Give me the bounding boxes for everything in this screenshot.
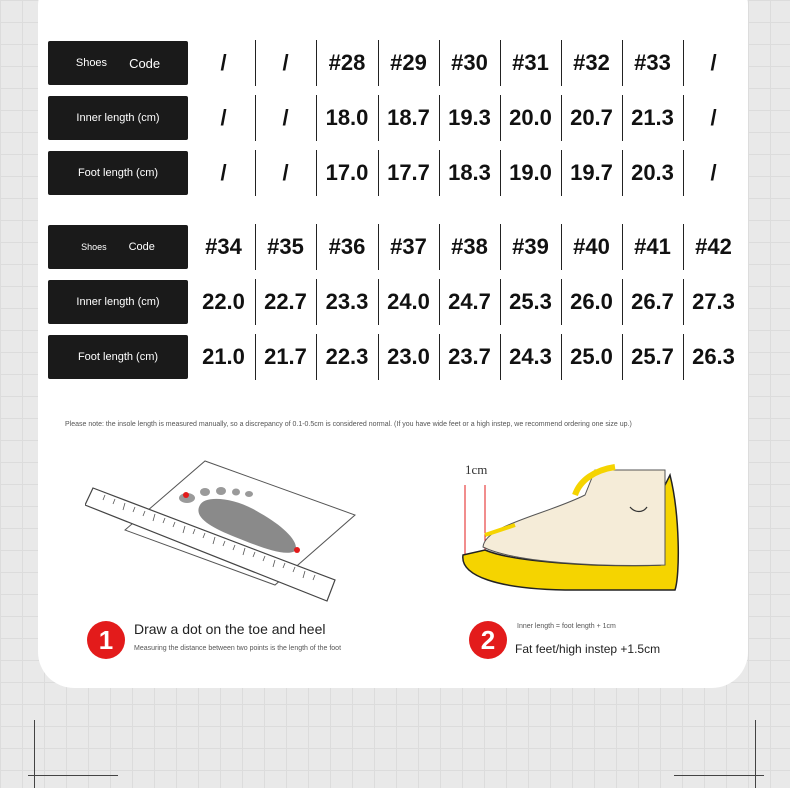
column-divider bbox=[622, 279, 623, 325]
column-divider bbox=[439, 224, 440, 270]
foot-length-cell: 18.3 bbox=[448, 160, 491, 185]
label-code: Code bbox=[128, 241, 155, 253]
row-label bbox=[48, 225, 188, 269]
column-divider bbox=[439, 279, 440, 325]
label-shoes: Shoes bbox=[81, 242, 107, 252]
inner-length-cell: 21.3 bbox=[631, 105, 674, 130]
column-divider bbox=[439, 95, 440, 141]
shoe-code-cell: #35 bbox=[267, 234, 304, 259]
one-cm-label: 1cm bbox=[465, 462, 488, 477]
column-divider bbox=[378, 150, 379, 196]
column-divider bbox=[316, 95, 317, 141]
shoe-code-cell: #40 bbox=[573, 234, 610, 259]
corner-line bbox=[28, 775, 118, 776]
shoe-code-cell: #28 bbox=[328, 50, 366, 75]
inner-length-cell: 25.3 bbox=[509, 289, 552, 314]
column-divider bbox=[683, 334, 684, 380]
corner-line bbox=[674, 775, 764, 776]
foot-length-cell: 24.3 bbox=[509, 344, 552, 369]
column-divider bbox=[316, 150, 317, 196]
column-divider bbox=[439, 334, 440, 380]
column-divider bbox=[500, 279, 501, 325]
row-label: Inner length (cm) bbox=[48, 96, 188, 140]
inner-length-cell: 22.7 bbox=[264, 289, 307, 314]
step-2-caption: Inner length = foot length + 1cm bbox=[517, 623, 616, 630]
inner-length-cell: 20.0 bbox=[509, 105, 552, 130]
shoe-code-cell: #34 bbox=[205, 234, 242, 259]
foot-length-cell: / bbox=[282, 160, 289, 185]
column-divider bbox=[683, 40, 684, 86]
column-divider bbox=[378, 224, 379, 270]
foot-length-cell: 22.3 bbox=[325, 344, 369, 369]
column-divider bbox=[561, 40, 562, 86]
column-divider bbox=[378, 334, 379, 380]
column-divider bbox=[255, 224, 256, 270]
foot-length-cell: 19.0 bbox=[509, 160, 552, 185]
inner-length-cell: 24.0 bbox=[387, 289, 430, 314]
step-1-badge: 1 bbox=[87, 621, 125, 659]
inner-length-cell: 26.0 bbox=[570, 289, 613, 314]
column-divider bbox=[561, 150, 562, 196]
shoe-code-cell: #37 bbox=[390, 234, 427, 259]
foot-length-cell: 17.7 bbox=[387, 160, 430, 185]
column-divider bbox=[378, 279, 379, 325]
column-divider bbox=[316, 279, 317, 325]
column-divider bbox=[622, 40, 623, 86]
row-label: Foot length (cm) bbox=[48, 335, 188, 379]
column-divider bbox=[316, 334, 317, 380]
column-divider bbox=[255, 279, 256, 325]
step-2-title: Fat feet/high instep +1.5cm bbox=[515, 642, 661, 656]
row-label: Inner length (cm) bbox=[48, 280, 188, 324]
foot-ruler-illustration bbox=[85, 455, 365, 610]
foot-length-cell: 26.3 bbox=[692, 344, 735, 369]
step-2-badge: 2 bbox=[469, 621, 507, 659]
step-1-subtitle: Measuring the distance between two points is the length of the foot bbox=[134, 645, 342, 652]
inner-length-cell: / bbox=[220, 105, 227, 130]
column-divider bbox=[622, 95, 623, 141]
column-divider bbox=[683, 150, 684, 196]
label-shoes: Shoes bbox=[75, 57, 108, 69]
column-divider bbox=[500, 95, 501, 141]
column-divider bbox=[255, 95, 256, 141]
shoe-code-cell: #42 bbox=[695, 234, 732, 259]
column-divider bbox=[255, 40, 256, 86]
column-divider bbox=[255, 334, 256, 380]
shoe-code-cell: #38 bbox=[451, 234, 488, 259]
column-divider bbox=[683, 95, 684, 141]
column-divider bbox=[622, 334, 623, 380]
column-divider bbox=[255, 150, 256, 196]
shoe-code-cell: #41 bbox=[634, 234, 671, 259]
shoe-code-cell: #36 bbox=[328, 234, 366, 259]
foot-length-cell: 25.0 bbox=[570, 344, 613, 369]
column-divider bbox=[500, 40, 501, 86]
row-label: Foot length (cm) bbox=[48, 151, 188, 195]
foot-length-cell: 23.0 bbox=[387, 344, 430, 369]
row-label bbox=[48, 41, 188, 85]
foot-length-cell: 21.7 bbox=[264, 344, 307, 369]
inner-length-cell: / bbox=[282, 105, 289, 130]
shoe-code-cell: #29 bbox=[390, 50, 427, 75]
shoe-code-cell: / bbox=[220, 50, 227, 75]
inner-length-cell: 24.7 bbox=[448, 289, 491, 314]
column-divider bbox=[622, 150, 623, 196]
column-divider bbox=[500, 150, 501, 196]
inner-length-cell: 18.0 bbox=[325, 105, 369, 130]
foot-length-cell: 25.7 bbox=[631, 344, 674, 369]
corner-line bbox=[34, 720, 35, 788]
inner-length-cell: 22.0 bbox=[202, 289, 245, 314]
label-code: Code bbox=[129, 55, 161, 71]
column-divider bbox=[683, 279, 684, 325]
inner-length-cell: 23.3 bbox=[325, 289, 369, 314]
column-divider bbox=[439, 40, 440, 86]
column-divider bbox=[500, 224, 501, 270]
inner-length-cell: 26.7 bbox=[631, 289, 674, 314]
column-divider bbox=[439, 150, 440, 196]
inner-length-cell: / bbox=[710, 105, 717, 130]
foot-length-cell: / bbox=[710, 160, 717, 185]
column-divider bbox=[500, 334, 501, 380]
column-divider bbox=[316, 224, 317, 270]
shoe-code-cell: #33 bbox=[634, 50, 671, 75]
column-divider bbox=[378, 40, 379, 86]
column-divider bbox=[561, 95, 562, 141]
column-divider bbox=[622, 224, 623, 270]
column-divider bbox=[378, 95, 379, 141]
foot-length-cell: 17.0 bbox=[325, 160, 369, 185]
foot-in-shoe-illustration bbox=[455, 455, 695, 605]
measurement-note: Please note: the insole length is measured manually, so a discrepancy of 0.1-0.5cm is considered normal. (If you have wide feet or a high instep, we recommend ordering one size up.) bbox=[65, 421, 632, 428]
column-divider bbox=[683, 224, 684, 270]
column-divider bbox=[561, 279, 562, 325]
foot-length-cell: 23.7 bbox=[448, 344, 491, 369]
shoe-code-cell: #32 bbox=[573, 50, 610, 75]
foot-length-cell: 19.7 bbox=[570, 160, 613, 185]
shoe-code-cell: #30 bbox=[451, 50, 488, 75]
column-divider bbox=[316, 40, 317, 86]
shoe-code-cell: #39 bbox=[512, 234, 549, 259]
shoe-code-cell: / bbox=[710, 50, 717, 75]
inner-length-cell: 18.7 bbox=[387, 105, 430, 130]
column-divider bbox=[561, 334, 562, 380]
foot-length-cell: 21.0 bbox=[202, 344, 245, 369]
shoe-code-cell: / bbox=[282, 50, 289, 75]
inner-length-cell: 27.3 bbox=[692, 289, 735, 314]
foot-length-cell: / bbox=[220, 160, 227, 185]
foot-length-cell: 20.3 bbox=[631, 160, 674, 185]
step-1-title: Draw a dot on the toe and heel bbox=[134, 621, 326, 637]
column-divider bbox=[561, 224, 562, 270]
inner-length-cell: 20.7 bbox=[570, 105, 613, 130]
corner-line bbox=[755, 720, 756, 788]
inner-length-cell: 19.3 bbox=[448, 105, 491, 130]
shoe-code-cell: #31 bbox=[512, 50, 549, 75]
